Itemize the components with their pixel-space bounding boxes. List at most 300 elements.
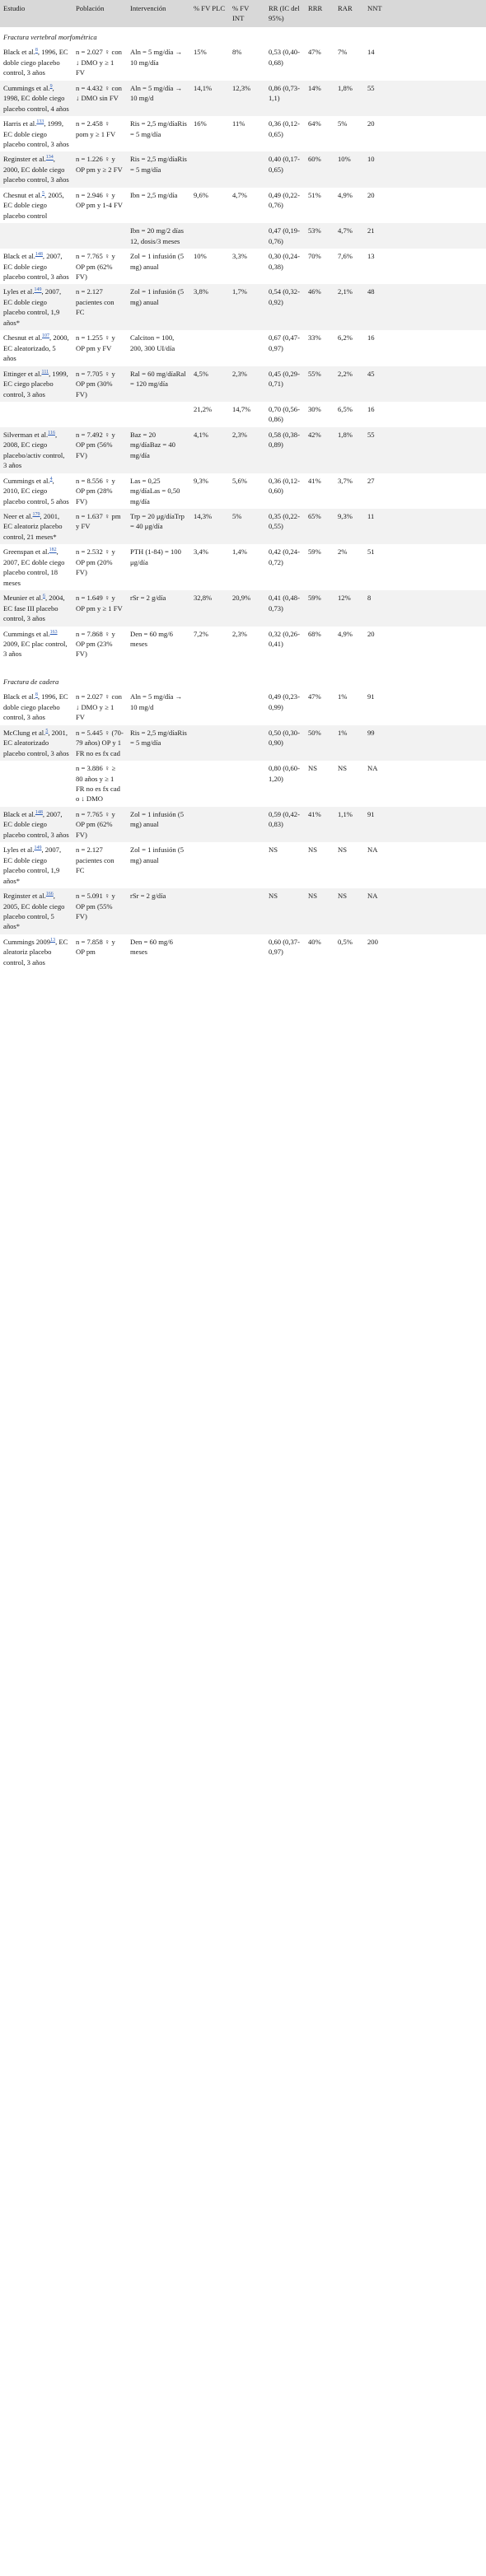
intervention-cell: Calciton = 100, 200, 300 UI/día — [130, 333, 175, 352]
study-details: , 2007, EC doble ciego placebo control, 1,9 años* — [3, 845, 62, 885]
rr-cell: 0,40 (0,17-0,65) — [269, 155, 300, 174]
rar-cell: 9,3% — [338, 512, 353, 521]
fv-plc-cell — [190, 842, 229, 888]
fv-int-cell: 20,9% — [232, 594, 251, 603]
study-details: , EC aleatoriz placebo control, 3 años — [3, 937, 68, 967]
fv-plc-cell: 4,5% — [194, 369, 208, 378]
table-row — [0, 590, 486, 626]
fv-plc-cell — [190, 807, 229, 842]
study-cell — [0, 807, 72, 842]
study-author: Black et al. — [3, 48, 35, 57]
fv-plc-cell: 10% — [194, 252, 207, 261]
nnt-cell: 45 — [367, 369, 375, 378]
fv-int-cell: 5,6% — [232, 476, 247, 485]
nnt-cell: 20 — [367, 629, 375, 638]
fv-plc-cell: 32,8% — [194, 594, 213, 603]
reference-link[interactable]: 4 — [49, 476, 53, 482]
nnt-cell: 91 — [367, 809, 375, 818]
table-row — [0, 402, 486, 427]
study-cell — [0, 627, 72, 662]
header-fv-plc: % FV PLC — [194, 4, 226, 12]
population-cell: n = 2.027 ♀ con ↓ DMO y ≥ 1 FV — [76, 692, 122, 722]
table-row — [0, 761, 486, 807]
fv-plc-cell — [190, 330, 229, 366]
results-table — [0, 0, 486, 970]
rar-cell: 1% — [338, 692, 348, 701]
rr-cell: 0,36 (0,12-0,65) — [269, 119, 300, 138]
fv-plc-cell — [190, 888, 229, 934]
nnt-cell: 16 — [367, 333, 375, 342]
rrr-cell: 59% — [308, 594, 321, 603]
study-cell — [0, 330, 72, 366]
rrr-cell: 64% — [308, 119, 321, 128]
section-title: Fractura de cadera — [3, 677, 59, 686]
study-details: , 2007, EC doble ciego placebo control, 3 años — [3, 252, 69, 281]
study-cell — [0, 725, 72, 761]
rrr-cell: 47% — [308, 692, 321, 701]
header-estudio: Estudio — [3, 4, 26, 12]
fv-int-cell — [229, 807, 265, 842]
fv-plc-cell: 7,2% — [194, 629, 208, 638]
study-author: Meunier et al. — [3, 594, 43, 603]
rrr-cell: 55% — [308, 369, 321, 378]
table-row — [0, 366, 486, 402]
study-cell — [0, 934, 72, 970]
rar-cell: 2,1% — [338, 287, 353, 296]
population-cell: n = 5.445 ♀ (70-79 años) OP y 1 FR no es fx cad — [76, 728, 124, 757]
fv-plc-cell — [190, 689, 229, 724]
intervention-cell: Ris = 2,5 mg/díaRis = 5 mg/día — [130, 728, 187, 748]
table-row — [0, 81, 486, 116]
study-cell — [0, 590, 72, 626]
population-cell: n = 2.946 ♀ y OP pm y 1-4 FV — [76, 190, 123, 210]
nnt-cell: 20 — [367, 190, 375, 199]
fv-int-cell: 8% — [232, 48, 242, 57]
reference-link[interactable]: 148 — [35, 810, 43, 816]
nnt-cell: NA — [367, 892, 378, 901]
rr-cell: 0,42 (0,24-0,72) — [269, 547, 300, 566]
population-cell: n = 1.649 ♀ y OP pm y ≥ 1 FV — [76, 594, 123, 613]
fv-plc-cell: 15% — [194, 48, 207, 57]
nnt-cell: 10 — [367, 155, 375, 164]
rrr-cell: 42% — [308, 430, 321, 439]
fv-int-cell: 1,7% — [232, 287, 247, 296]
rrr-cell: 51% — [308, 190, 321, 199]
study-details: , 2000, EC doble ciego placebo control, 3 años — [3, 155, 69, 184]
intervention-cell: Zol = 1 infusión (5 mg) anual — [130, 809, 184, 829]
nnt-cell: 55 — [367, 430, 375, 439]
nnt-cell: 200 — [367, 937, 378, 946]
fv-int-cell: 1,4% — [232, 547, 247, 557]
fv-plc-cell — [190, 725, 229, 761]
rr-cell: 0,59 (0,42-0,83) — [269, 809, 300, 829]
study-cell — [0, 473, 72, 509]
fv-plc-cell: 3,4% — [194, 547, 208, 557]
table-row — [0, 44, 486, 80]
fv-plc-cell — [190, 934, 229, 970]
intervention-cell — [127, 402, 190, 427]
study-details: , 2007, EC doble ciego placebo control, 1,9 años* — [3, 287, 62, 327]
rar-cell: 5% — [338, 119, 348, 128]
study-cell — [0, 188, 72, 223]
table-row — [0, 330, 486, 366]
population-cell: n = 2.127 pacientes con FC — [76, 287, 114, 317]
fv-plc-cell — [190, 151, 229, 187]
rar-cell: 6,5% — [338, 404, 353, 413]
population-cell: n = 5.091 ♀ y OP pm (55% FV) — [76, 892, 115, 920]
table-body — [0, 27, 486, 970]
header-fv-int: % FV INT — [232, 4, 250, 23]
rar-cell: 0,5% — [338, 937, 353, 946]
study-cell — [0, 888, 72, 934]
intervention-cell — [127, 761, 190, 807]
reference-link[interactable]: 148 — [35, 252, 43, 258]
rrr-cell: NS — [308, 764, 317, 773]
study-details: , 2008, EC ciego placebo/activ control, 3 años — [3, 430, 65, 470]
intervention-cell: Ibn = 20 mg/2 días 12, dosis/3 meses — [130, 226, 184, 245]
fv-int-cell: 5% — [232, 512, 242, 521]
rr-cell: 0,41 (0,48-0,73) — [269, 594, 300, 613]
rar-cell: NS — [338, 764, 347, 773]
study-cell — [0, 366, 72, 402]
intervention-cell: Baz = 20 mg/díaBaz = 40 mg/día — [130, 430, 175, 459]
study-author: Neer et al. — [3, 512, 33, 521]
study-cell — [0, 544, 72, 590]
section-header-row — [0, 27, 486, 44]
population-cell: n = 2.127 pacientes con FC — [76, 845, 114, 875]
table-header-row — [0, 0, 486, 27]
section-title: Fractura vertebral morfométrica — [3, 32, 97, 41]
rar-cell: 7% — [338, 48, 348, 57]
rrr-cell: 46% — [308, 287, 321, 296]
population-cell: n = 2.458 ♀ pom y ≥ 1 FV — [76, 119, 116, 138]
rr-cell: 0,53 (0,40-0,68) — [269, 48, 300, 67]
study-details: , 1999, EC doble ciego placebo control, 3 años — [3, 119, 69, 148]
rr-cell: NS — [269, 892, 278, 901]
fv-int-cell — [229, 725, 265, 761]
table-row — [0, 151, 486, 187]
reference-link[interactable]: 13 — [50, 938, 56, 943]
rar-cell: 4,9% — [338, 629, 353, 638]
reference-link[interactable]: 149 — [34, 845, 42, 851]
fv-int-cell — [229, 223, 265, 249]
table-row — [0, 188, 486, 223]
fv-int-cell: 12,3% — [232, 83, 251, 92]
intervention-cell: PTH (1-84) = 100 μg/día — [130, 547, 181, 566]
population-cell: n = 7.765 ♀ y OP pm (62% FV) — [76, 252, 115, 281]
rrr-cell: 60% — [308, 155, 321, 164]
rr-cell: NS — [269, 845, 278, 855]
nnt-cell: NA — [367, 764, 378, 773]
reference-link[interactable]: 107 — [42, 333, 50, 339]
population-cell: n = 2.532 ♀ y OP pm (20% FV) — [76, 547, 115, 577]
study-author: Chesnut et al. — [3, 190, 43, 199]
table-row — [0, 627, 486, 662]
population-cell: n = 1.226 ♀ y OP pm y ≥ 2 FV — [76, 155, 123, 174]
rr-cell: 0,58 (0,38-0,89) — [269, 430, 300, 450]
study-details: , 1998, EC doble ciego placebo control, 4 años — [3, 83, 69, 113]
reference-link[interactable]: 5 — [45, 728, 49, 734]
rr-cell: 0,32 (0,26-0,41) — [269, 629, 300, 649]
study-author: Cummings et al. — [3, 629, 50, 638]
nnt-cell: 13 — [367, 252, 375, 261]
rar-cell: 12% — [338, 594, 351, 603]
rar-cell: NS — [338, 892, 347, 901]
population-cell: n = 2.027 ♀ con ↓ DMO y ≥ 1 FV — [76, 48, 122, 77]
rr-cell: 0,49 (0,22-0,76) — [269, 190, 300, 210]
table-row — [0, 807, 486, 842]
table-row — [0, 284, 486, 330]
intervention-cell: Ral = 60 mg/díaRal = 120 mg/día — [130, 369, 186, 389]
reference-link[interactable]: 8 — [35, 692, 38, 698]
reference-link[interactable]: 8 — [35, 48, 38, 54]
study-cell — [0, 761, 72, 807]
population-cell — [72, 223, 127, 249]
rr-cell: 0,35 (0,22-0,55) — [269, 512, 300, 531]
rr-cell: 0,50 (0,30-0,90) — [269, 728, 300, 748]
nnt-cell: 55 — [367, 83, 375, 92]
study-author: Lyles et al. — [3, 845, 35, 855]
study-author: Black et al. — [3, 809, 35, 818]
table-row — [0, 934, 486, 970]
study-cell — [0, 509, 72, 544]
study-cell — [0, 223, 72, 249]
study-author: Black et al. — [3, 252, 35, 261]
study-author: Silverman et al. — [3, 430, 49, 439]
reference-link[interactable]: 163 — [49, 629, 58, 635]
intervention-cell: Las = 0,25 mg/díaLas = 0,50 mg/día — [130, 476, 180, 505]
rrr-cell: 40% — [308, 937, 321, 946]
population-cell — [72, 402, 127, 427]
table-row — [0, 427, 486, 473]
study-cell — [0, 427, 72, 473]
fv-int-cell: 2,3% — [232, 629, 247, 638]
study-details: , 2007, EC doble ciego placebo control, 3 años — [3, 809, 69, 839]
rr-cell: 0,45 (0,29-0,71) — [269, 369, 300, 389]
rar-cell: 2% — [338, 547, 348, 557]
study-cell — [0, 284, 72, 330]
population-cell: n = 7.705 ♀ y OP pm (30% FV) — [76, 369, 115, 398]
fv-int-cell: 14,7% — [232, 404, 251, 413]
rar-cell: 1,1% — [338, 809, 353, 818]
intervention-cell: Aln = 5 mg/día → 10 mg/día — [130, 48, 183, 67]
rr-cell: 0,80 (0,60-1,20) — [269, 764, 300, 783]
study-details: , 1996, EC doble ciego placebo control, 3 años — [3, 48, 68, 77]
population-cell: n = 3.886 ♀ ≥ 80 años y ≥ 1 FR no es fx cad o ↓ DMO — [76, 764, 120, 804]
fv-plc-cell: 9,3% — [194, 476, 208, 485]
rr-cell: 0,67 (0,47-0,97) — [269, 333, 300, 352]
nnt-cell: 20 — [367, 119, 375, 128]
rrr-cell: 65% — [308, 512, 321, 521]
nnt-cell: NA — [367, 845, 378, 855]
population-cell: n = 7.858 ♀ y OP pm — [76, 937, 115, 957]
rrr-cell: 59% — [308, 547, 321, 557]
reference-link[interactable]: 6 — [42, 594, 45, 599]
nnt-cell: 11 — [367, 512, 375, 521]
study-cell — [0, 249, 72, 284]
rrr-cell: 70% — [308, 252, 321, 261]
intervention-cell: rSr = 2 g/día — [130, 594, 166, 603]
rrr-cell: NS — [308, 892, 317, 901]
table-row — [0, 249, 486, 284]
reference-link[interactable]: 9 — [49, 83, 53, 89]
rar-cell: 4,7% — [338, 226, 353, 235]
rr-cell: 0,60 (0,37-0,97) — [269, 937, 300, 957]
fv-plc-cell — [190, 761, 229, 807]
header-nnt: NNT — [367, 4, 382, 12]
study-details: , 2007, EC doble ciego placebo control, 18 meses — [3, 547, 65, 587]
study-author: Lyles et al. — [3, 287, 35, 296]
study-author: Greenspan et al. — [3, 547, 49, 557]
table-row — [0, 223, 486, 249]
study-cell — [0, 402, 72, 427]
study-author: Cummings 2009 — [3, 937, 51, 946]
rrr-cell: 41% — [308, 809, 321, 818]
fv-int-cell: 3,3% — [232, 252, 247, 261]
study-details: , 1996, EC doble ciego placebo control, 3 años — [3, 692, 68, 722]
population-cell: n = 4.432 ♀ con ↓ DMO sin FV — [76, 83, 122, 103]
population-cell: n = 7.765 ♀ y OP pm (62% FV) — [76, 809, 115, 839]
population-cell: n = 1.637 ♀ pm y FV — [76, 512, 121, 531]
fv-plc-cell: 21,2% — [194, 404, 213, 413]
rr-cell: 0,47 (0,19-0,76) — [269, 226, 300, 245]
section-header-row — [0, 672, 486, 689]
rrr-cell: 33% — [308, 333, 321, 342]
study-details: , 2005, EC doble ciego placebo control — [3, 190, 64, 220]
nnt-cell: 91 — [367, 692, 375, 701]
rar-cell: NS — [338, 845, 347, 855]
rr-cell: 0,86 (0,73-1,1) — [269, 83, 300, 103]
intervention-cell: Den = 60 mg/6 meses — [130, 629, 173, 649]
fv-plc-cell: 16% — [194, 119, 207, 128]
study-cell — [0, 44, 72, 80]
intervention-cell: Zol = 1 infusión (5 mg) anual — [130, 845, 184, 864]
fv-plc-cell: 14,1% — [194, 83, 213, 92]
intervention-cell: Zol = 1 infusión (5 mg) anual — [130, 252, 184, 271]
nnt-cell: 51 — [367, 547, 375, 557]
study-author: McClung et al. — [3, 728, 46, 737]
intervention-cell: Ris = 2,5 mg/díaRis = 5 mg/día — [130, 155, 187, 174]
study-author: Reginster et al. — [3, 892, 46, 901]
fv-int-cell — [229, 330, 265, 366]
rr-cell: 0,36 (0,12-0,60) — [269, 476, 300, 496]
fv-int-cell: 11% — [232, 119, 245, 128]
rar-cell: 1% — [338, 728, 348, 737]
study-author: Harris et al. — [3, 119, 37, 128]
study-author: Cummings et al. — [3, 83, 50, 92]
reference-link[interactable]: 149 — [34, 287, 42, 293]
fv-int-cell — [229, 934, 265, 970]
rrr-cell: 50% — [308, 728, 321, 737]
nnt-cell: 14 — [367, 48, 375, 57]
study-details: , 2001, EC aleatoriz placebo control, 21 meses* — [3, 512, 63, 541]
intervention-cell: Den = 60 mg/6 meses — [130, 937, 173, 957]
rar-cell: 10% — [338, 155, 351, 164]
rr-cell: 0,49 (0,23-0,99) — [269, 692, 300, 711]
table-row — [0, 888, 486, 934]
fv-plc-cell: 3,8% — [194, 287, 208, 296]
rar-cell: 4,9% — [338, 190, 353, 199]
intervention-cell: rSr = 2 g/día — [130, 892, 166, 901]
reference-link[interactable]: 179 — [32, 512, 40, 518]
rar-cell: 7,6% — [338, 252, 353, 261]
reference-link[interactable]: 116 — [48, 431, 55, 436]
fv-int-cell — [229, 842, 265, 888]
population-cell: n = 8.556 ♀ y OP pm (28% FV) — [76, 476, 115, 505]
reference-link[interactable]: 111 — [41, 369, 49, 375]
rrr-cell: 53% — [308, 226, 321, 235]
table-row — [0, 544, 486, 590]
study-details: , 2001, EC aleatorizado placebo control, 3 años — [3, 728, 69, 757]
table-row — [0, 116, 486, 151]
reference-link[interactable]: 166 — [45, 892, 54, 897]
rr-cell: 0,54 (0,32-0,92) — [269, 287, 300, 306]
study-cell — [0, 689, 72, 724]
intervention-cell: Aln = 5 mg/día → 10 mg/d — [130, 692, 183, 711]
intervention-cell: Aln = 5 mg/día → 10 mg/d — [130, 83, 183, 103]
table-row — [0, 842, 486, 888]
rrr-cell: 30% — [308, 404, 321, 413]
header-poblacion: Población — [76, 4, 105, 12]
fv-plc-cell: 9,6% — [194, 190, 208, 199]
fv-int-cell — [229, 888, 265, 934]
study-author: Chesnut et al. — [3, 333, 43, 342]
reference-link[interactable]: 5 — [42, 190, 45, 196]
nnt-cell: 21 — [367, 226, 375, 235]
study-details: 2009, EC plac control, 3 años — [3, 640, 68, 659]
fv-plc-cell — [190, 223, 229, 249]
study-author: Ettinger et al. — [3, 369, 42, 378]
fv-int-cell: 2,3% — [232, 369, 247, 378]
table-row — [0, 509, 486, 544]
rrr-cell: 68% — [308, 629, 321, 638]
reference-link[interactable]: 134 — [45, 155, 54, 161]
study-details: , 1999, EC ciego placebo control, 3 años — [3, 369, 68, 398]
reference-link[interactable]: 133 — [36, 119, 44, 125]
study-details: , 2005, EC doble ciego placebo control, 5 años* — [3, 892, 65, 931]
population-cell: n = 1.255 ♀ y OP pm y FV — [76, 333, 115, 352]
fv-int-cell — [229, 761, 265, 807]
rar-cell: 6,2% — [338, 333, 353, 342]
header-intervencion: Intervención — [130, 4, 166, 12]
fv-int-cell: 2,3% — [232, 430, 247, 439]
nnt-cell: 16 — [367, 404, 375, 413]
rar-cell: 1,8% — [338, 430, 353, 439]
intervention-cell: Ibn = 2,5 mg/día — [130, 190, 178, 199]
study-cell — [0, 81, 72, 116]
intervention-cell: Zol = 1 infusión (5 mg) anual — [130, 287, 184, 306]
study-details: , 2010, EC ciego placebo control, 5 años — [3, 476, 69, 505]
rrr-cell: 14% — [308, 83, 321, 92]
header-rr: RR (IC del 95%) — [269, 4, 300, 23]
intervention-cell: Trp = 20 μg/díaTrp = 40 μg/día — [130, 512, 185, 531]
rr-cell: 0,30 (0,24-0,38) — [269, 252, 300, 271]
section-spacer — [0, 662, 486, 672]
reference-link[interactable]: 182 — [49, 547, 57, 553]
study-author: Black et al. — [3, 692, 35, 701]
nnt-cell: 99 — [367, 728, 375, 737]
study-cell — [0, 116, 72, 151]
study-author: Cummings et al. — [3, 476, 50, 485]
study-cell — [0, 151, 72, 187]
nnt-cell: 8 — [367, 594, 372, 603]
fv-plc-cell: 4,1% — [194, 430, 208, 439]
population-cell: n = 7.492 ♀ y OP pm (56% FV) — [76, 430, 115, 459]
nnt-cell: 48 — [367, 287, 375, 296]
fv-plc-cell: 14,3% — [194, 512, 213, 521]
rrr-cell: NS — [308, 845, 317, 855]
rrr-cell: 41% — [308, 476, 321, 485]
